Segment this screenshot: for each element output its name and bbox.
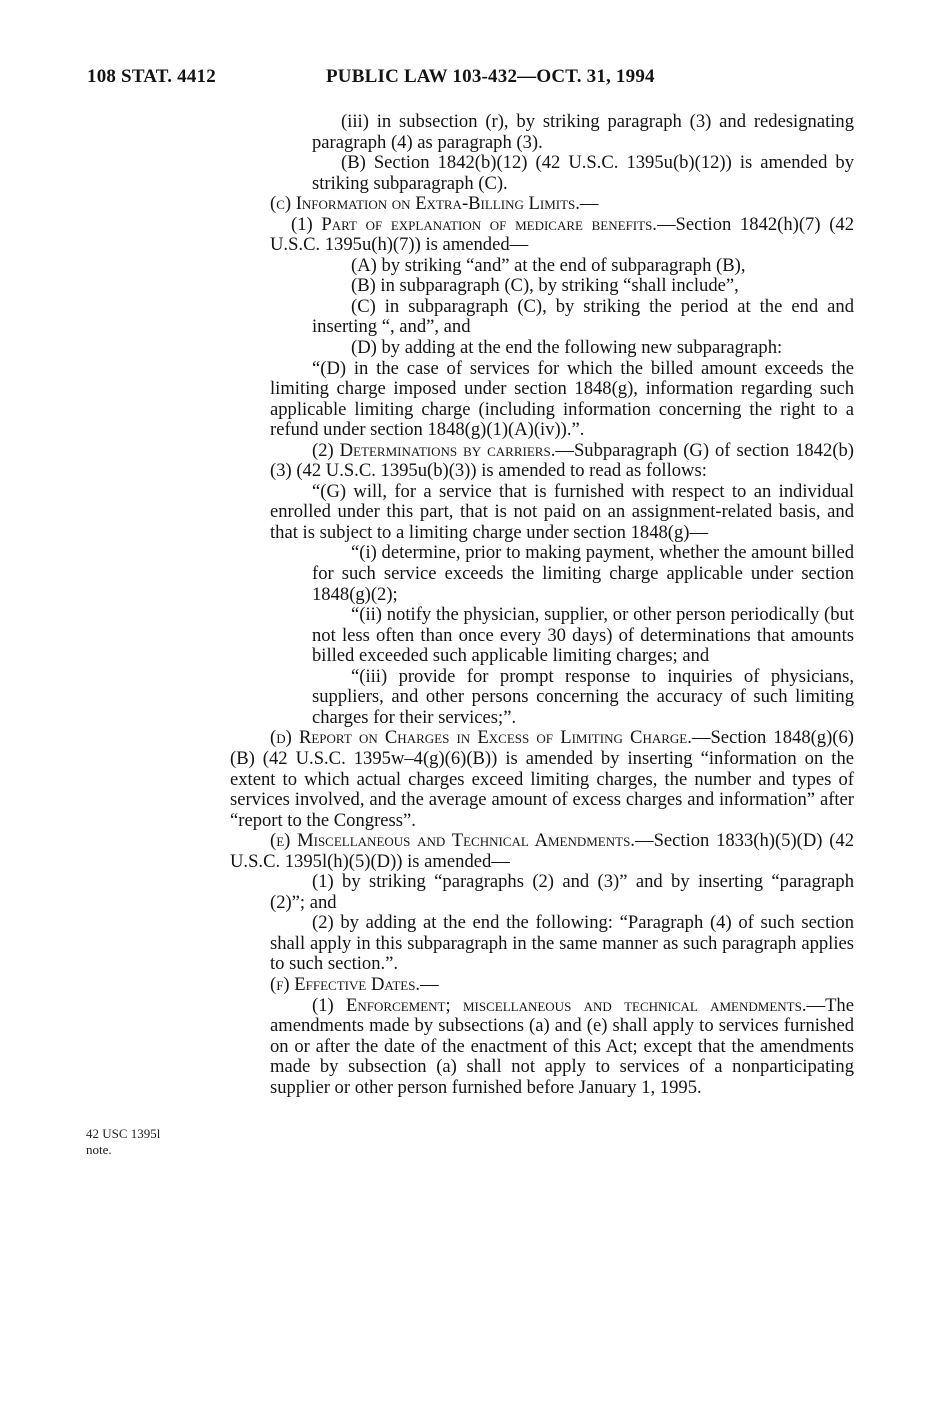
subsection-c-title: (c) Information on Extra-Billing Limits.— [270,193,599,215]
subsection-d-heading: (d) Report on Charges in Excess of Limiting Charge. [270,727,692,749]
subsection-c-heading [270,194,854,215]
paragraph-c1 [270,215,854,256]
subsection-f-title: (f) Effective Dates.— [270,973,439,995]
paragraph-c2 [270,441,854,482]
page-reference: 108 STAT. 4412 [87,66,216,87]
clause-a: (A) by striking “and” at the end of subparagraph (B), [351,254,746,276]
margin-note [86,1126,160,1158]
paragraph-b-section-1842: (B) Section 1842(b)(12) (42 U.S.C. 1395u(b)(12)) is amended by striking subparagraph (C). [312,152,854,194]
paragraph-e1: (1) by striking “paragraphs (2) and (3)” and by inserting “paragraph (2)”; and [270,871,854,913]
paragraph-iii: (iii) in subsection (r), by striking paragraph (3) and redesignating paragraph (4) as paragraph (3). [312,111,854,153]
clause-d: (D) by adding at the end the following new subparagraph: [351,337,783,359]
quoted-clause-iii: “(iii) provide for prompt response to inquiries of physicians, suppliers, and other persons concerning the accuracy of such limiting charges for their services;”. [312,665,854,728]
subsection-e-text: —Section 1833(h)(5)(D) (42 U.S.C. 1395l(h)(5)(D)) is amended— [230,830,854,872]
quoted-subparagraph-g: “(G) will, for a service that is furnished with respect to an individual enrolled under this part, that is not paid on an assignment-related basis, and that is subject to a limiting charge under section 1848(g)— [270,480,854,543]
clause-c: (C) in subparagraph (C), by striking the period at the end and inserting “, and”, and [312,295,854,338]
paragraph-f1-text: —The amendments made by subsections (a) and (e) shall apply to services furnished on or after the date of the enactment of this Act; except that the amendments made by subsection (a) shall not apply to services of a nonparticipating supplier or other person furnished before January 1, 1995. [270,994,854,1098]
paragraph-c1-heading: (1) Part of explanation of medicare benefits. [291,213,657,235]
subsection-e [230,831,854,872]
page-title: PUBLIC LAW 103-432—OCT. 31, 1994 [326,66,655,87]
subsection-d [230,728,854,831]
subsection-f-heading [270,975,854,996]
statute-body [230,112,854,1098]
paragraph-f1-heading: (1) Enforcement; miscellaneous and technical amendments. [312,994,807,1016]
paragraph-c2-text: —Subparagraph (G) of section 1842(b)(3) (42 U.S.C. 1395u(b)(3)) is amended to read as follows: [270,439,855,482]
clause-b: (B) in subparagraph (C), by striking “shall include”, [351,275,739,297]
paragraph-f1 [270,996,854,1099]
margin-note-citation: 42 USC 1395l [86,1126,161,1141]
quoted-clause-ii: “(ii) notify the physician, supplier, or other person periodically (but not less often than once every 30 days) of determinations that amounts billed exceeded such applicable limiting charges; and [312,604,854,667]
quoted-clause-i: “(i) determine, prior to making payment, whether the amount billed for such service exceeds the limiting charge applicable under section 1848(g)(2); [312,542,854,605]
paragraph-e2: (2) by adding at the end the following: “Paragraph (4) of such section shall apply in this subparagraph in the same manner as such paragraph applies to such section.”. [270,912,854,975]
subsection-d-text: —Section 1848(g)(6)(B) (42 U.S.C. 1395w–4(g)(6)(B)) is amended by inserting “information on the extent to which actual charges exceed limiting charges, the number and types of services involved, and the average amount of excess charges and information” after “report to the Congress”. [230,727,854,831]
margin-note-label: note. [86,1142,112,1157]
paragraph-c2-heading: (2) Determinations by carriers. [312,439,556,461]
quoted-subparagraph-d: “(D) in the case of services for which the billed amount exceeds the limiting charge imposed under section 1848(g), information regarding such applicable limiting charge (including information concerning the right to a refund under section 1848(g)(1)(A)(iv)).”. [270,357,854,441]
subsection-e-heading: (e) Miscellaneous and Technical Amendments. [270,830,635,852]
paragraph-c1-text: —Section 1842(h)(7) (42 U.S.C. 1395u(h)(7)) is amended— [270,213,854,256]
